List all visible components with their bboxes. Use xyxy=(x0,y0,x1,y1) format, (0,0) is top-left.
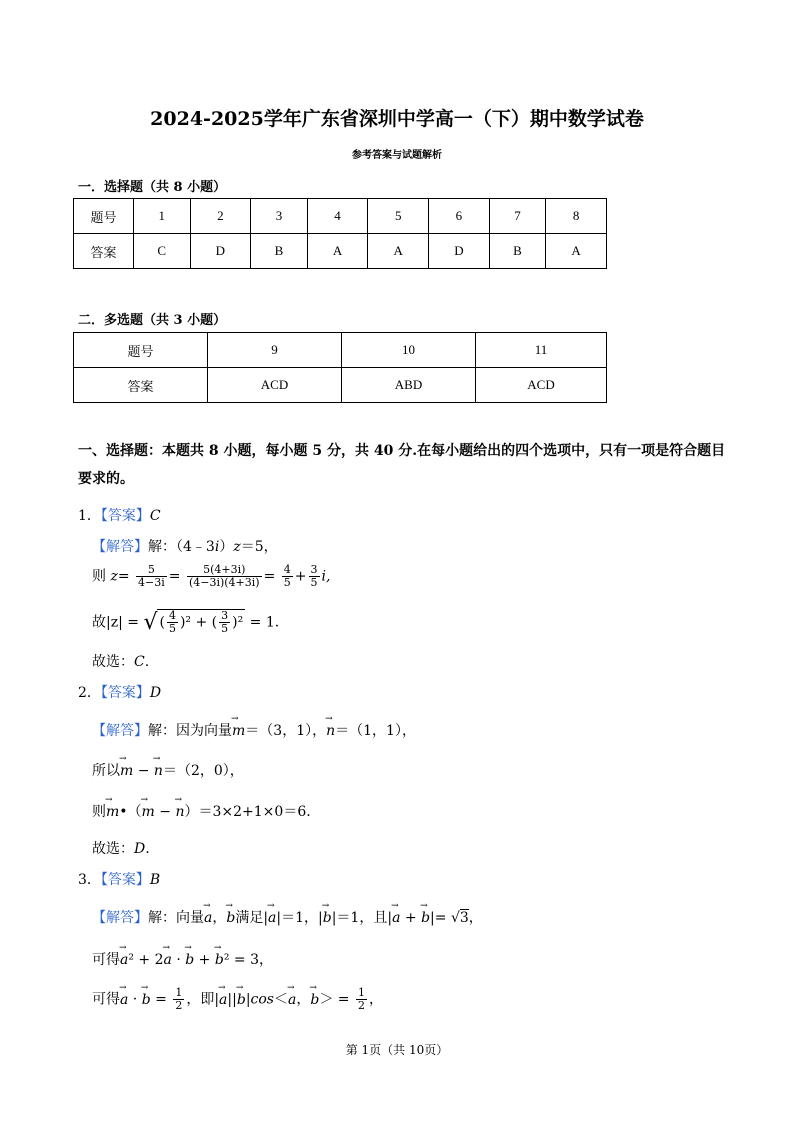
q1-solution-line2 xyxy=(92,564,330,589)
answer-tag: 【答案】 xyxy=(100,685,150,701)
denominator: 5 xyxy=(283,576,291,589)
q3-text: 解：向量 xyxy=(148,910,204,926)
q2-text: 解：因为向量 xyxy=(148,723,232,739)
vector-b: → b xyxy=(215,952,224,968)
table-cell: A xyxy=(307,234,368,269)
q1-text: 解：（4﹣3 xyxy=(148,539,215,555)
q1-text: . xyxy=(144,654,150,670)
section-intro: 一、选择题：本题共 8 小题，每小题 5 分，共 40 分.在每小题给出的四个选项中，只有一项是符合题目要求的。 xyxy=(78,443,726,487)
fraction xyxy=(187,564,262,589)
table-cell: D xyxy=(190,234,251,269)
q2-text: ＝（3，1）， xyxy=(245,723,327,739)
table-row xyxy=(74,234,607,269)
vector-a: → a xyxy=(219,992,227,1008)
vector-a: → a xyxy=(164,952,172,968)
q3-text: ， xyxy=(296,991,311,1008)
table-cell: A xyxy=(368,234,429,269)
numerator: 3 xyxy=(310,563,318,576)
numerator: 1 xyxy=(175,986,183,999)
fraction xyxy=(136,564,167,589)
section1-answer-table xyxy=(73,198,607,269)
q2-text: 所以 xyxy=(92,763,120,779)
numerator: 5(4+3i) xyxy=(187,564,262,577)
vector-n: → n xyxy=(154,763,163,779)
q2-text: •（ xyxy=(119,804,142,820)
fraction xyxy=(282,564,293,589)
q2-number: 2． xyxy=(78,685,101,701)
vector-m: → m xyxy=(142,804,155,820)
vector-n: → n xyxy=(326,723,335,739)
q3-text: = 3， xyxy=(229,952,273,968)
vector-n: → n xyxy=(175,804,184,820)
q2-selected: D xyxy=(134,841,146,857)
table-cell: 8 xyxy=(546,199,607,234)
page-subtitle: 参考答案与试题解析 xyxy=(352,150,442,161)
q3-text: |= xyxy=(430,910,451,926)
table-cell: B xyxy=(251,234,308,269)
q3-solution-line3 xyxy=(92,987,383,1012)
section2-heading: 二．多选题（共 3 小题） xyxy=(78,313,227,328)
table-cell: 4 xyxy=(307,199,368,234)
table-cell: 6 xyxy=(429,199,490,234)
table-cell: ACD xyxy=(208,368,342,403)
q2-text: ＝（2，0）， xyxy=(162,763,244,779)
q1-text: )² + ( xyxy=(179,614,218,631)
equals: = xyxy=(150,991,172,1008)
table-cell: 2 xyxy=(190,199,251,234)
answer-tag: 【答案】 xyxy=(100,508,150,524)
equals: = xyxy=(168,568,181,585)
q3-text: ＜ xyxy=(274,991,288,1008)
plus: + xyxy=(294,568,307,585)
page-footer: 第 1页（共 10页） xyxy=(345,1043,449,1057)
q1-number: 1． xyxy=(78,508,101,524)
q1-text: 则 xyxy=(92,568,111,585)
equals: = xyxy=(117,568,130,585)
q3-number: 3． xyxy=(78,872,101,888)
table-cell: 答案 xyxy=(74,368,208,403)
q2-selection xyxy=(92,838,150,858)
q2-text: 故选： xyxy=(92,841,134,857)
vector-m: → m xyxy=(120,763,133,779)
table-cell: D xyxy=(429,234,490,269)
table-row xyxy=(74,199,607,234)
q3-text: · xyxy=(128,991,142,1008)
answer-tag: 【答案】 xyxy=(100,872,150,888)
table-cell: C xyxy=(134,234,191,269)
denominator: 5 xyxy=(168,622,176,635)
vector-b: → b xyxy=(237,992,246,1008)
q1-text: )² xyxy=(232,614,244,631)
q3-answer: B xyxy=(149,872,161,888)
q1-var-z: z xyxy=(110,568,118,585)
q2-answer: D xyxy=(149,685,162,701)
vector-b: → b xyxy=(185,952,194,968)
table-cell: 答案 xyxy=(74,234,134,269)
table-cell: A xyxy=(546,234,607,269)
fraction xyxy=(356,987,367,1012)
q3-text: ，即| xyxy=(186,991,220,1008)
vector-b: → b xyxy=(142,992,151,1008)
q1-solution-line3 xyxy=(92,609,279,635)
fraction xyxy=(167,610,178,635)
q3-text: ² xyxy=(128,952,134,968)
q2-solution-line1 xyxy=(92,720,416,740)
equals: = xyxy=(333,991,354,1008)
q3-solution-line1 xyxy=(92,907,483,927)
q3-text: 满足| xyxy=(235,910,269,926)
minus: − xyxy=(133,763,154,779)
denominator: 5 xyxy=(310,576,318,589)
radicand xyxy=(157,609,245,635)
denominator: (4−3i)(4+3i) xyxy=(188,576,260,589)
q3-solution-line2 xyxy=(92,949,273,969)
fraction xyxy=(309,564,320,589)
vector-a: → a xyxy=(120,992,128,1008)
vector-a: → a xyxy=(392,910,400,926)
q1-selected: C xyxy=(134,654,145,670)
q3-text: | xyxy=(245,991,251,1008)
numerator: 1 xyxy=(357,986,365,999)
q3-text: ＞ xyxy=(319,991,334,1008)
q3-text: · xyxy=(171,952,186,968)
radical-sign: √ xyxy=(450,910,460,926)
q3-text: |＝1，| xyxy=(276,910,323,926)
table-cell: 7 xyxy=(489,199,546,234)
table-cell: 题号 xyxy=(74,199,134,234)
q3-text: ， xyxy=(212,910,227,926)
q2-text: 则 xyxy=(92,804,106,820)
q1-answer-line xyxy=(78,505,161,525)
denominator: 4−3i xyxy=(138,576,165,589)
q1-text: ＝5， xyxy=(240,539,278,555)
fraction xyxy=(173,987,184,1012)
q1-text: 故|z| = xyxy=(92,614,144,631)
table-cell: 3 xyxy=(251,199,308,234)
section1-heading: 一．选择题（共 8 小题） xyxy=(78,180,227,195)
jieda-tag: 【解答】 xyxy=(92,910,148,926)
radicand: 3 xyxy=(459,910,469,926)
vector-a: → a xyxy=(288,992,296,1008)
vector-b: → b xyxy=(323,910,332,926)
q1-solution-line1 xyxy=(92,536,278,556)
q3-text: |＝1，且| xyxy=(331,910,393,926)
plus: + xyxy=(194,952,215,968)
table-cell: ABD xyxy=(342,368,476,403)
jieda-tag: 【解答】 xyxy=(92,723,148,739)
q1-text: 故选： xyxy=(92,654,134,670)
q1-text: ） xyxy=(219,539,234,555)
minus: − xyxy=(154,804,176,820)
q1-text: = 1. xyxy=(245,614,280,631)
fraction xyxy=(219,610,230,635)
q3-text: cos xyxy=(250,991,274,1008)
q3-text: ， xyxy=(468,910,483,926)
numerator: 4 xyxy=(283,563,291,576)
numerator: 3 xyxy=(221,609,229,622)
table-cell: 10 xyxy=(342,333,476,368)
table-cell: 11 xyxy=(476,333,607,368)
q3-text: 可得 xyxy=(92,991,120,1008)
q1-var-i: i xyxy=(214,539,220,555)
numerator: 5 xyxy=(136,564,167,577)
page-title: 2024-2025学年广东省深圳中学高一（下）期中数学试卷 xyxy=(150,108,644,130)
q2-text: ）＝3×2+1×0＝6. xyxy=(184,804,311,820)
q1-var-z: z xyxy=(233,539,241,555)
q2-answer-line xyxy=(78,682,161,702)
q2-solution-line2 xyxy=(92,760,244,780)
numerator: 4 xyxy=(168,609,176,622)
vector-a: → a xyxy=(268,910,276,926)
table-cell: 9 xyxy=(208,333,342,368)
vector-m: → m xyxy=(232,723,245,739)
q2-text: . xyxy=(145,841,150,857)
table-cell: 5 xyxy=(368,199,429,234)
section2-answer-table xyxy=(73,332,607,403)
table-cell: B xyxy=(489,234,546,269)
denominator: 2 xyxy=(357,999,365,1012)
vector-a: → a xyxy=(204,910,212,926)
q1-answer: C xyxy=(149,508,161,524)
table-cell: ACD xyxy=(476,368,607,403)
q1-text: ( xyxy=(159,614,165,631)
plus: + xyxy=(400,910,422,926)
vector-b: → b xyxy=(226,910,235,926)
table-cell: 题号 xyxy=(74,333,208,368)
table-row xyxy=(74,368,607,403)
table-cell: 1 xyxy=(134,199,191,234)
vector-b: → b xyxy=(421,910,430,926)
vector-b: → b xyxy=(310,992,319,1008)
denominator: 2 xyxy=(175,999,183,1012)
q3-text: || xyxy=(227,991,237,1008)
table-row xyxy=(74,333,607,368)
q1-text: i, xyxy=(321,568,331,585)
q3-answer-line xyxy=(78,869,160,889)
vector-a: → a xyxy=(120,952,128,968)
equals: = xyxy=(263,568,276,585)
q3-text: 可得 xyxy=(92,952,120,968)
q1-selection xyxy=(92,651,149,671)
q3-text: + 2 xyxy=(133,952,164,968)
jieda-tag: 【解答】 xyxy=(92,539,148,555)
q3-text: ² xyxy=(223,952,230,968)
denominator: 5 xyxy=(221,622,229,635)
radical-sign: √ xyxy=(143,610,158,635)
vector-m: → m xyxy=(106,804,119,820)
q2-text: ＝（1，1）， xyxy=(335,723,416,739)
q3-text: ， xyxy=(368,991,383,1008)
q2-solution-line3 xyxy=(92,801,311,821)
